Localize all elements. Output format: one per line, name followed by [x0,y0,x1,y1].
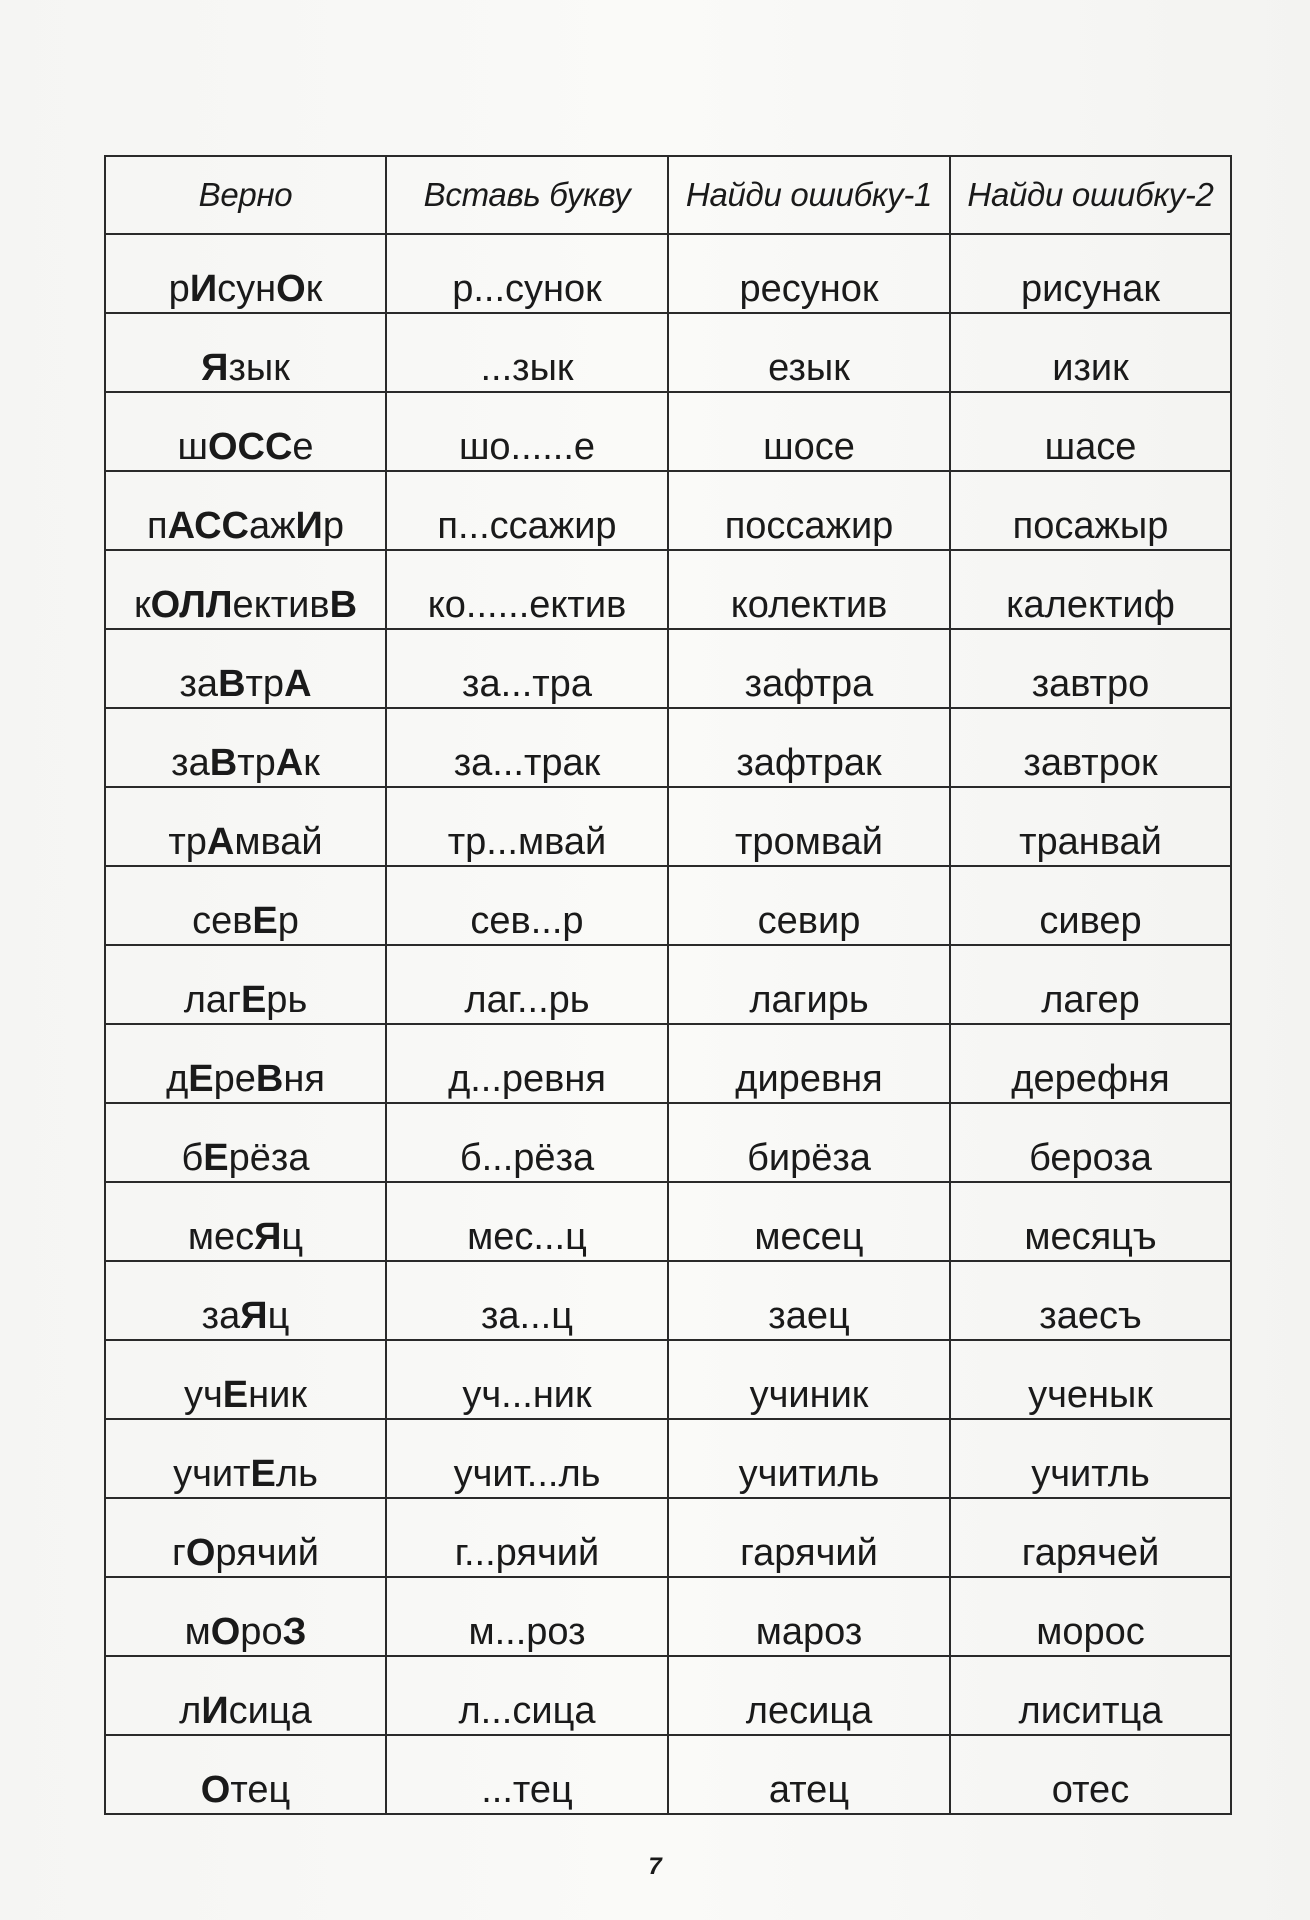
word-correct: заВтрАк [105,708,386,787]
table-header-row [105,156,1231,234]
word-error-1: учиник [668,1340,950,1419]
table-row [105,1340,1231,1419]
word-error-2: учитль [950,1419,1231,1498]
word-insert-letter: п...ссажир [386,471,668,550]
word-insert-letter: б...рёза [386,1103,668,1182]
word-correct: рИсунОк [105,234,386,313]
word-insert-letter: уч...ник [386,1340,668,1419]
word-error-1: лагирь [668,945,950,1024]
table-row [105,787,1231,866]
word-error-1: колектив [668,550,950,629]
word-error-2: шасе [950,392,1231,471]
word-error-1: лесица [668,1656,950,1735]
word-error-2: морос [950,1577,1231,1656]
table-row [105,945,1231,1024]
word-error-2: калектиф [950,550,1231,629]
word-error-2: сивер [950,866,1231,945]
word-insert-letter: учит...ль [386,1419,668,1498]
header-insert-letter: Вставь букву [386,156,668,234]
word-correct: месЯц [105,1182,386,1261]
word-insert-letter: за...трак [386,708,668,787]
word-error-2: транвай [950,787,1231,866]
word-insert-letter: ...зык [386,313,668,392]
word-error-2: изик [950,313,1231,392]
word-error-2: месяцъ [950,1182,1231,1261]
page-number: 7 [648,1853,662,1880]
table-row [105,1656,1231,1735]
word-correct: бЕрёза [105,1103,386,1182]
word-insert-letter: л...сица [386,1656,668,1735]
word-error-2: отес [950,1735,1231,1814]
word-error-1: шосе [668,392,950,471]
word-insert-letter: г...рячий [386,1498,668,1577]
word-error-2: дерефня [950,1024,1231,1103]
word-error-1: бирёза [668,1103,950,1182]
word-error-2: завтрок [950,708,1231,787]
word-correct: учЕник [105,1340,386,1419]
word-error-1: атец [668,1735,950,1814]
word-correct: гОрячий [105,1498,386,1577]
word-error-2: заесъ [950,1261,1231,1340]
word-correct: лИсица [105,1656,386,1735]
table-row [105,392,1231,471]
word-correct: заВтрА [105,629,386,708]
word-insert-letter: тр...мвай [386,787,668,866]
spelling-table [104,155,1232,1815]
word-error-1: езык [668,313,950,392]
word-error-1: поссажир [668,471,950,550]
word-error-1: мароз [668,1577,950,1656]
word-insert-letter: ко......ектив [386,550,668,629]
word-correct: трАмвай [105,787,386,866]
table-row [105,1419,1231,1498]
word-insert-letter: р...сунок [386,234,668,313]
word-error-2: посажыр [950,471,1231,550]
table-row [105,1103,1231,1182]
word-correct: кОЛЛективВ [105,550,386,629]
word-correct: пАССажИр [105,471,386,550]
word-insert-letter: лаг...рь [386,945,668,1024]
word-correct: заЯц [105,1261,386,1340]
word-correct: Отец [105,1735,386,1814]
word-insert-letter: шо......е [386,392,668,471]
word-insert-letter: за...тра [386,629,668,708]
word-correct: мОроЗ [105,1577,386,1656]
word-correct: учитЕль [105,1419,386,1498]
table-row [105,234,1231,313]
word-correct: севЕр [105,866,386,945]
table-row [105,1498,1231,1577]
word-error-2: гарячей [950,1498,1231,1577]
table-row [105,471,1231,550]
table-row [105,1182,1231,1261]
table-row [105,313,1231,392]
header-find-error-2: Найди ошибку-2 [950,156,1231,234]
word-error-1: зафтра [668,629,950,708]
word-insert-letter: ...тец [386,1735,668,1814]
word-error-1: заец [668,1261,950,1340]
word-correct: дЕреВня [105,1024,386,1103]
table-row [105,708,1231,787]
word-insert-letter: д...ревня [386,1024,668,1103]
word-error-1: гарячий [668,1498,950,1577]
word-error-2: бероза [950,1103,1231,1182]
header-correct: Верно [105,156,386,234]
word-error-2: лагер [950,945,1231,1024]
word-error-1: месец [668,1182,950,1261]
table-row [105,1024,1231,1103]
table-row [105,1735,1231,1814]
word-error-1: диревня [668,1024,950,1103]
word-error-1: учитиль [668,1419,950,1498]
word-error-2: ученык [950,1340,1231,1419]
word-error-2: завтро [950,629,1231,708]
table-row [105,1577,1231,1656]
word-error-1: севир [668,866,950,945]
table-row [105,550,1231,629]
word-correct: лагЕрь [105,945,386,1024]
header-find-error-1: Найди ошибку-1 [668,156,950,234]
word-insert-letter: м...роз [386,1577,668,1656]
word-correct: Язык [105,313,386,392]
word-insert-letter: мес...ц [386,1182,668,1261]
table-row [105,1261,1231,1340]
word-error-2: лиситца [950,1656,1231,1735]
word-correct: шОССе [105,392,386,471]
word-error-1: тромвай [668,787,950,866]
word-error-2: рисунак [950,234,1231,313]
word-insert-letter: сев...р [386,866,668,945]
word-insert-letter: за...ц [386,1261,668,1340]
word-error-1: ресунок [668,234,950,313]
word-error-1: зафтрак [668,708,950,787]
table-row [105,866,1231,945]
table-row [105,629,1231,708]
